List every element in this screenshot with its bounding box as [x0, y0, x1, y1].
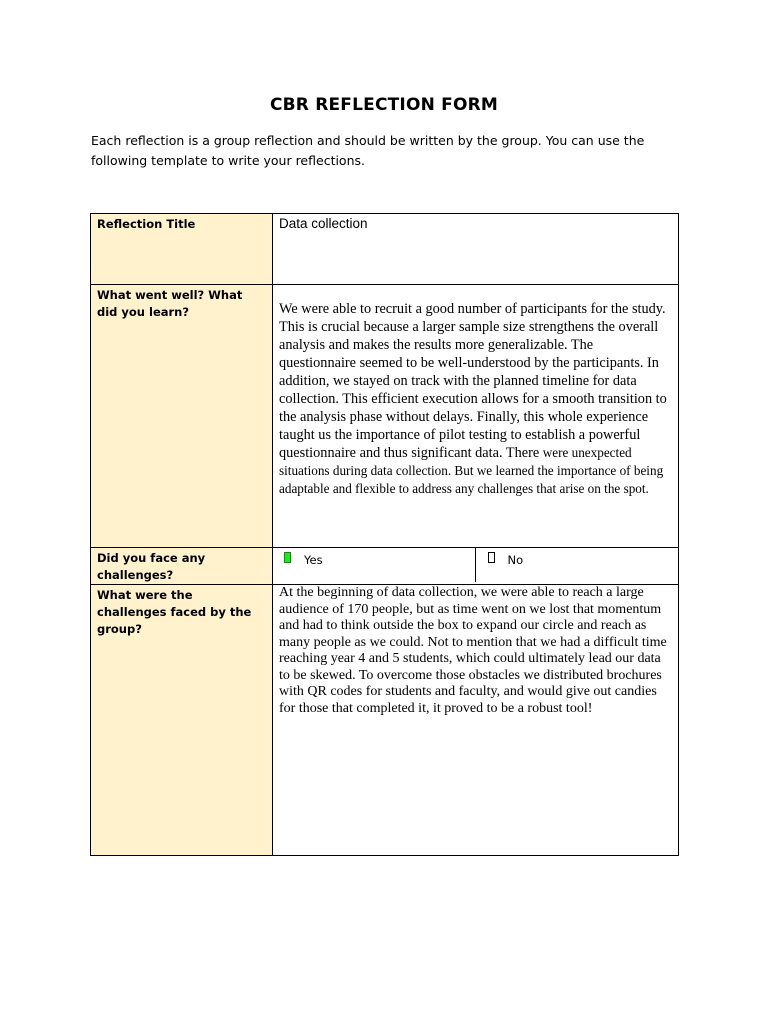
- went-well-text-tail: were unexpected situations during data collection. But we learned the importance of being adaptable and flexible to address any challenges that arise on the spot.: [279, 445, 664, 496]
- challenges-text: At the beginning of data collection, we were able to reach a large audience of 170 people, but as time went on we lost that momentum and had to think outside the box to expand our circle and reach as many people as we could. Not to mention that we had a difficult time reaching year 4 and 5 students, which could ultimately lead our data to be skewed. To overcome those obstacles we distributed brochures with QR codes for students and faculty, and would give out candies for those that completed it, it proved to be a robust tool!: [279, 585, 667, 716]
- faced-challenges-label: Did you face any challenges?: [91, 548, 273, 585]
- went-well-text-main: We were able to recruit a good number of participants for the study. This is crucial because a larger sample size strengthens the overall analysis and makes the results more generalizable. The questionnaire seemed to be well-understood by the participants. In addition, we stayed on track with the planned timeline for data collection. This efficient execution allows for a smooth transition to the analysis phase without delays. Finally, this whole experience taught us the importance of pilot testing to establish a powerful questionnaire and thus significant data. There: [279, 301, 667, 461]
- went-well-cell: [273, 285, 679, 548]
- reflection-form-table: [90, 213, 679, 856]
- table-row: [91, 214, 679, 285]
- no-checkbox[interactable]: [488, 552, 495, 563]
- went-well-text: [273, 285, 678, 499]
- reflection-title-cell: [273, 214, 679, 285]
- went-well-label: What went well? What did you learn?: [91, 285, 273, 548]
- intro-paragraph: Each reflection is a group reflection and should be written by the group. You can use the following template to write your reflections.: [91, 133, 645, 168]
- reflection-title-label: Reflection Title: [91, 214, 273, 285]
- table-row: [91, 285, 679, 548]
- yes-no-choice: [273, 548, 678, 582]
- yes-checkbox[interactable]: [284, 552, 291, 563]
- table-row: [91, 585, 679, 856]
- no-option-label: No: [507, 553, 524, 567]
- table-row: [91, 548, 679, 585]
- yes-option[interactable]: [273, 548, 476, 582]
- faced-challenges-cell: [273, 548, 679, 585]
- challenges-cell: [273, 585, 679, 856]
- no-option[interactable]: [476, 548, 679, 582]
- challenges-label: What were the challenges faced by the group?: [91, 585, 273, 856]
- yes-option-label: Yes: [304, 553, 323, 567]
- reflection-title-value: Data collection: [279, 216, 368, 231]
- page-title: CBR REFLECTION FORM: [269, 95, 499, 115]
